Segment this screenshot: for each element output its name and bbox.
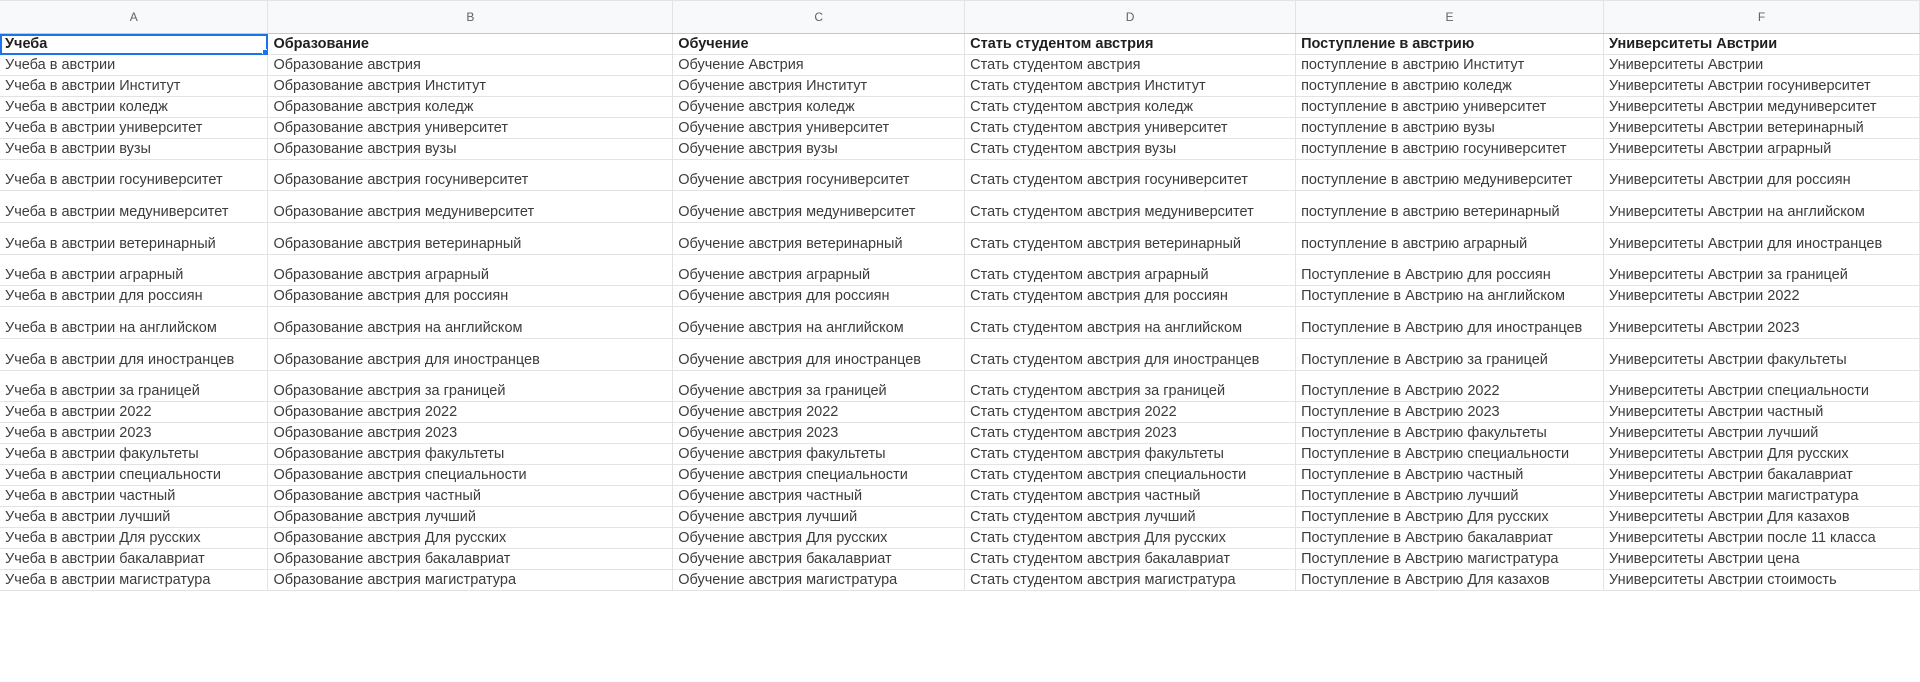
cell-b10[interactable]: Образование австрия аграрный xyxy=(268,255,673,286)
cell-b7[interactable]: Образование австрия госуниверситет xyxy=(268,160,673,191)
cell-c9[interactable]: Обучение австрия ветеринарный xyxy=(673,223,965,255)
cell-b1[interactable]: Образование xyxy=(268,34,673,55)
cell-e19[interactable]: Поступление в Австрию лучший xyxy=(1296,486,1604,507)
cell-d5[interactable]: Стать студентом австрия университет xyxy=(965,118,1296,139)
cell-d23[interactable]: Стать студентом австрия магистратура xyxy=(965,570,1296,591)
cell-c15[interactable]: Обучение австрия 2022 xyxy=(673,402,965,423)
cell-f9[interactable]: Университеты Австрии для иностранцев xyxy=(1604,223,1920,255)
cell-f16[interactable]: Университеты Австрии лучший xyxy=(1604,423,1920,444)
cell-f20[interactable]: Университеты Австрии Для казахов xyxy=(1604,507,1920,528)
cell-a16[interactable]: Учеба в австрии 2023 xyxy=(0,423,268,444)
cell-f23[interactable]: Университеты Австрии стоимость xyxy=(1604,570,1920,591)
cell-d4[interactable]: Стать студентом австрия коледж xyxy=(965,97,1296,118)
column-header-c[interactable]: C xyxy=(673,1,965,34)
cell-a17[interactable]: Учеба в австрии факультеты xyxy=(0,444,268,465)
cell-b11[interactable]: Образование австрия для россиян xyxy=(268,286,673,307)
cell-e11[interactable]: Поступление в Австрию на английском xyxy=(1296,286,1604,307)
cell-c11[interactable]: Обучение австрия для россиян xyxy=(673,286,965,307)
cell-e6[interactable]: поступление в австрию госуниверситет xyxy=(1296,139,1604,160)
cell-b18[interactable]: Образование австрия специальности xyxy=(268,465,673,486)
cell-d7[interactable]: Стать студентом австрия госуниверситет xyxy=(965,160,1296,191)
cell-c14[interactable]: Обучение австрия за границей xyxy=(673,371,965,402)
cell-f10[interactable]: Университеты Австрии за границей xyxy=(1604,255,1920,286)
cell-c22[interactable]: Обучение австрия бакалавриат xyxy=(673,549,965,570)
cell-e17[interactable]: Поступление в Австрию специальности xyxy=(1296,444,1604,465)
cell-a18[interactable]: Учеба в австрии специальности xyxy=(0,465,268,486)
table-row xyxy=(0,118,1920,139)
cell-c8[interactable]: Обучение австрия медуниверситет xyxy=(673,191,965,223)
cell-d14[interactable]: Стать студентом австрия за границей xyxy=(965,371,1296,402)
cell-b12[interactable]: Образование австрия на английском xyxy=(268,307,673,339)
selection-fill-handle[interactable] xyxy=(262,49,268,55)
cell-b20[interactable]: Образование австрия лучший xyxy=(268,507,673,528)
cell-f18[interactable]: Университеты Австрии бакалавриат xyxy=(1604,465,1920,486)
cell-b5[interactable]: Образование австрия университет xyxy=(268,118,673,139)
table-row xyxy=(0,402,1920,423)
cell-d8[interactable]: Стать студентом австрия медуниверситет xyxy=(965,191,1296,223)
cell-b17[interactable]: Образование австрия факультеты xyxy=(268,444,673,465)
table-row xyxy=(0,191,1920,223)
cell-a11[interactable]: Учеба в австрии для россиян xyxy=(0,286,268,307)
cell-a2[interactable]: Учеба в австрии xyxy=(0,55,268,76)
cell-e13[interactable]: Поступление в Австрию за границей xyxy=(1296,339,1604,371)
table-row xyxy=(0,528,1920,549)
cell-c7[interactable]: Обучение австрия госуниверситет xyxy=(673,160,965,191)
cell-f17[interactable]: Университеты Австрии Для русских xyxy=(1604,444,1920,465)
cell-d9[interactable]: Стать студентом австрия ветеринарный xyxy=(965,223,1296,255)
table-row xyxy=(0,465,1920,486)
table-row xyxy=(0,549,1920,570)
table-row xyxy=(0,286,1920,307)
cell-a14[interactable]: Учеба в австрии за границей xyxy=(0,371,268,402)
cell-f22[interactable]: Университеты Австрии цена xyxy=(1604,549,1920,570)
cell-b9[interactable]: Образование австрия ветеринарный xyxy=(268,223,673,255)
cell-b3[interactable]: Образование австрия Институт xyxy=(268,76,673,97)
table-row xyxy=(0,339,1920,371)
cell-f8[interactable]: Университеты Австрии на английском xyxy=(1604,191,1920,223)
cell-f21[interactable]: Университеты Австрии после 11 класса xyxy=(1604,528,1920,549)
cell-c4[interactable]: Обучение австрия коледж xyxy=(673,97,965,118)
cell-a22[interactable]: Учеба в австрии бакалавриат xyxy=(0,549,268,570)
cell-c6[interactable]: Обучение австрия вузы xyxy=(673,139,965,160)
cell-a19[interactable]: Учеба в австрии частный xyxy=(0,486,268,507)
cell-e16[interactable]: Поступление в Австрию факультеты xyxy=(1296,423,1604,444)
cell-f3[interactable]: Университеты Австрии госуниверситет xyxy=(1604,76,1920,97)
cell-f1[interactable]: Университеты Австрии xyxy=(1604,34,1920,55)
cell-a1[interactable]: Учеба xyxy=(0,34,268,55)
table-row xyxy=(0,223,1920,255)
cell-a13[interactable]: Учеба в австрии для иностранцев xyxy=(0,339,268,371)
cell-c20[interactable]: Обучение австрия лучший xyxy=(673,507,965,528)
cell-e20[interactable]: Поступление в Австрию Для русских xyxy=(1296,507,1604,528)
cell-d21[interactable]: Стать студентом австрия Для русских xyxy=(965,528,1296,549)
cell-e12[interactable]: Поступление в Австрию для иностранцев xyxy=(1296,307,1604,339)
cell-a10[interactable]: Учеба в австрии аграрный xyxy=(0,255,268,286)
cell-e9[interactable]: поступление в австрию аграрный xyxy=(1296,223,1604,255)
cell-c1[interactable]: Обучение xyxy=(673,34,965,55)
table-row xyxy=(0,76,1920,97)
table-row xyxy=(0,255,1920,286)
cell-e10[interactable]: Поступление в Австрию для россиян xyxy=(1296,255,1604,286)
cell-a4[interactable]: Учеба в австрии коледж xyxy=(0,97,268,118)
cell-f14[interactable]: Университеты Австрии специальности xyxy=(1604,371,1920,402)
cell-b14[interactable]: Образование австрия за границей xyxy=(268,371,673,402)
column-header-d[interactable]: D xyxy=(965,1,1296,34)
cell-a23[interactable]: Учеба в австрии магистратура xyxy=(0,570,268,591)
cell-f12[interactable]: Университеты Австрии 2023 xyxy=(1604,307,1920,339)
cell-e3[interactable]: поступление в австрию коледж xyxy=(1296,76,1604,97)
cell-f15[interactable]: Университеты Австрии частный xyxy=(1604,402,1920,423)
cell-b21[interactable]: Образование австрия Для русских xyxy=(268,528,673,549)
cell-e2[interactable]: поступление в австрию Институт xyxy=(1296,55,1604,76)
cell-c17[interactable]: Обучение австрия факультеты xyxy=(673,444,965,465)
table-row xyxy=(0,160,1920,191)
cell-e7[interactable]: поступление в австрию медуниверситет xyxy=(1296,160,1604,191)
cell-a20[interactable]: Учеба в австрии лучший xyxy=(0,507,268,528)
table-row xyxy=(0,371,1920,402)
cell-d15[interactable]: Стать студентом австрия 2022 xyxy=(965,402,1296,423)
table-row xyxy=(0,139,1920,160)
cell-b13[interactable]: Образование австрия для иностранцев xyxy=(268,339,673,371)
cell-b19[interactable]: Образование австрия частный xyxy=(268,486,673,507)
cell-d22[interactable]: Стать студентом австрия бакалавриат xyxy=(965,549,1296,570)
cell-d2[interactable]: Стать студентом австрия xyxy=(965,55,1296,76)
table-row xyxy=(0,423,1920,444)
cell-d16[interactable]: Стать студентом австрия 2023 xyxy=(965,423,1296,444)
cell-d3[interactable]: Стать студентом австрия Институт xyxy=(965,76,1296,97)
cell-e21[interactable]: Поступление в Австрию бакалавриат xyxy=(1296,528,1604,549)
cell-e1[interactable]: Поступление в австрию xyxy=(1296,34,1604,55)
cell-b2[interactable]: Образование австрия xyxy=(268,55,673,76)
column-header-b[interactable]: B xyxy=(268,1,673,34)
cell-c16[interactable]: Обучение австрия 2023 xyxy=(673,423,965,444)
cell-f13[interactable]: Университеты Австрии факультеты xyxy=(1604,339,1920,371)
cell-f7[interactable]: Университеты Австрии для россиян xyxy=(1604,160,1920,191)
table-row xyxy=(0,97,1920,118)
cell-c23[interactable]: Обучение австрия магистратура xyxy=(673,570,965,591)
table-row xyxy=(0,55,1920,76)
cell-c5[interactable]: Обучение австрия университет xyxy=(673,118,965,139)
cell-d1[interactable]: Стать студентом австрия xyxy=(965,34,1296,55)
cell-e4[interactable]: поступление в австрию университет xyxy=(1296,97,1604,118)
cell-e18[interactable]: Поступление в Австрию частный xyxy=(1296,465,1604,486)
cell-c10[interactable]: Обучение австрия аграрный xyxy=(673,255,965,286)
cell-a3[interactable]: Учеба в австрии Институт xyxy=(0,76,268,97)
cell-a21[interactable]: Учеба в австрии Для русских xyxy=(0,528,268,549)
cell-f4[interactable]: Университеты Австрии медуниверситет xyxy=(1604,97,1920,118)
cell-c2[interactable]: Обучение Австрия xyxy=(673,55,965,76)
cell-b6[interactable]: Образование австрия вузы xyxy=(268,139,673,160)
cell-f2[interactable]: Университеты Австрии xyxy=(1604,55,1920,76)
cell-d12[interactable]: Стать студентом австрия на английском xyxy=(965,307,1296,339)
cell-a5[interactable]: Учеба в австрии университет xyxy=(0,118,268,139)
cell-c18[interactable]: Обучение австрия специальности xyxy=(673,465,965,486)
table-row xyxy=(0,444,1920,465)
cell-a8[interactable]: Учеба в австрии медуниверситет xyxy=(0,191,268,223)
cell-c19[interactable]: Обучение австрия частный xyxy=(673,486,965,507)
cell-e8[interactable]: поступление в австрию ветеринарный xyxy=(1296,191,1604,223)
cell-d13[interactable]: Стать студентом австрия для иностранцев xyxy=(965,339,1296,371)
cell-e15[interactable]: Поступление в Австрию 2023 xyxy=(1296,402,1604,423)
cell-a6[interactable]: Учеба в австрии вузы xyxy=(0,139,268,160)
cell-d19[interactable]: Стать студентом австрия частный xyxy=(965,486,1296,507)
cell-d6[interactable]: Стать студентом австрия вузы xyxy=(965,139,1296,160)
cell-f11[interactable]: Университеты Австрии 2022 xyxy=(1604,286,1920,307)
column-header-e[interactable]: E xyxy=(1296,1,1604,34)
cell-f19[interactable]: Университеты Австрии магистратура xyxy=(1604,486,1920,507)
cell-a15[interactable]: Учеба в австрии 2022 xyxy=(0,402,268,423)
cell-b8[interactable]: Образование австрия медуниверситет xyxy=(268,191,673,223)
cell-f5[interactable]: Университеты Австрии ветеринарный xyxy=(1604,118,1920,139)
table-row xyxy=(0,307,1920,339)
cell-c21[interactable]: Обучение австрия Для русских xyxy=(673,528,965,549)
cell-e23[interactable]: Поступление в Австрию Для казахов xyxy=(1296,570,1604,591)
cell-c12[interactable]: Обучение австрия на английском xyxy=(673,307,965,339)
cell-a7[interactable]: Учеба в австрии госуниверситет xyxy=(0,160,268,191)
cell-d11[interactable]: Стать студентом австрия для россиян xyxy=(965,286,1296,307)
cell-c3[interactable]: Обучение австрия Институт xyxy=(673,76,965,97)
header-row xyxy=(0,34,1920,55)
cell-d17[interactable]: Стать студентом австрия факультеты xyxy=(965,444,1296,465)
cell-d20[interactable]: Стать студентом австрия лучший xyxy=(965,507,1296,528)
column-header-a[interactable]: A xyxy=(0,1,268,34)
cell-a12[interactable]: Учеба в австрии на английском xyxy=(0,307,268,339)
cell-b15[interactable]: Образование австрия 2022 xyxy=(268,402,673,423)
cell-d10[interactable]: Стать студентом австрия аграрный xyxy=(965,255,1296,286)
table-row xyxy=(0,507,1920,528)
column-header-f[interactable]: F xyxy=(1604,1,1920,34)
cell-d18[interactable]: Стать студентом австрия специальности xyxy=(965,465,1296,486)
cell-b22[interactable]: Образование австрия бакалавриат xyxy=(268,549,673,570)
cell-f6[interactable]: Университеты Австрии аграрный xyxy=(1604,139,1920,160)
cell-b16[interactable]: Образование австрия 2023 xyxy=(268,423,673,444)
cell-e5[interactable]: поступление в австрию вузы xyxy=(1296,118,1604,139)
cell-a9[interactable]: Учеба в австрии ветеринарный xyxy=(0,223,268,255)
cell-e22[interactable]: Поступление в Австрию магистратура xyxy=(1296,549,1604,570)
column-header-row xyxy=(0,1,1920,34)
cell-e14[interactable]: Поступление в Австрию 2022 xyxy=(1296,371,1604,402)
table-row xyxy=(0,486,1920,507)
cell-b4[interactable]: Образование австрия коледж xyxy=(268,97,673,118)
table-row xyxy=(0,570,1920,591)
cell-c13[interactable]: Обучение австрия для иностранцев xyxy=(673,339,965,371)
cell-b23[interactable]: Образование австрия магистратура xyxy=(268,570,673,591)
